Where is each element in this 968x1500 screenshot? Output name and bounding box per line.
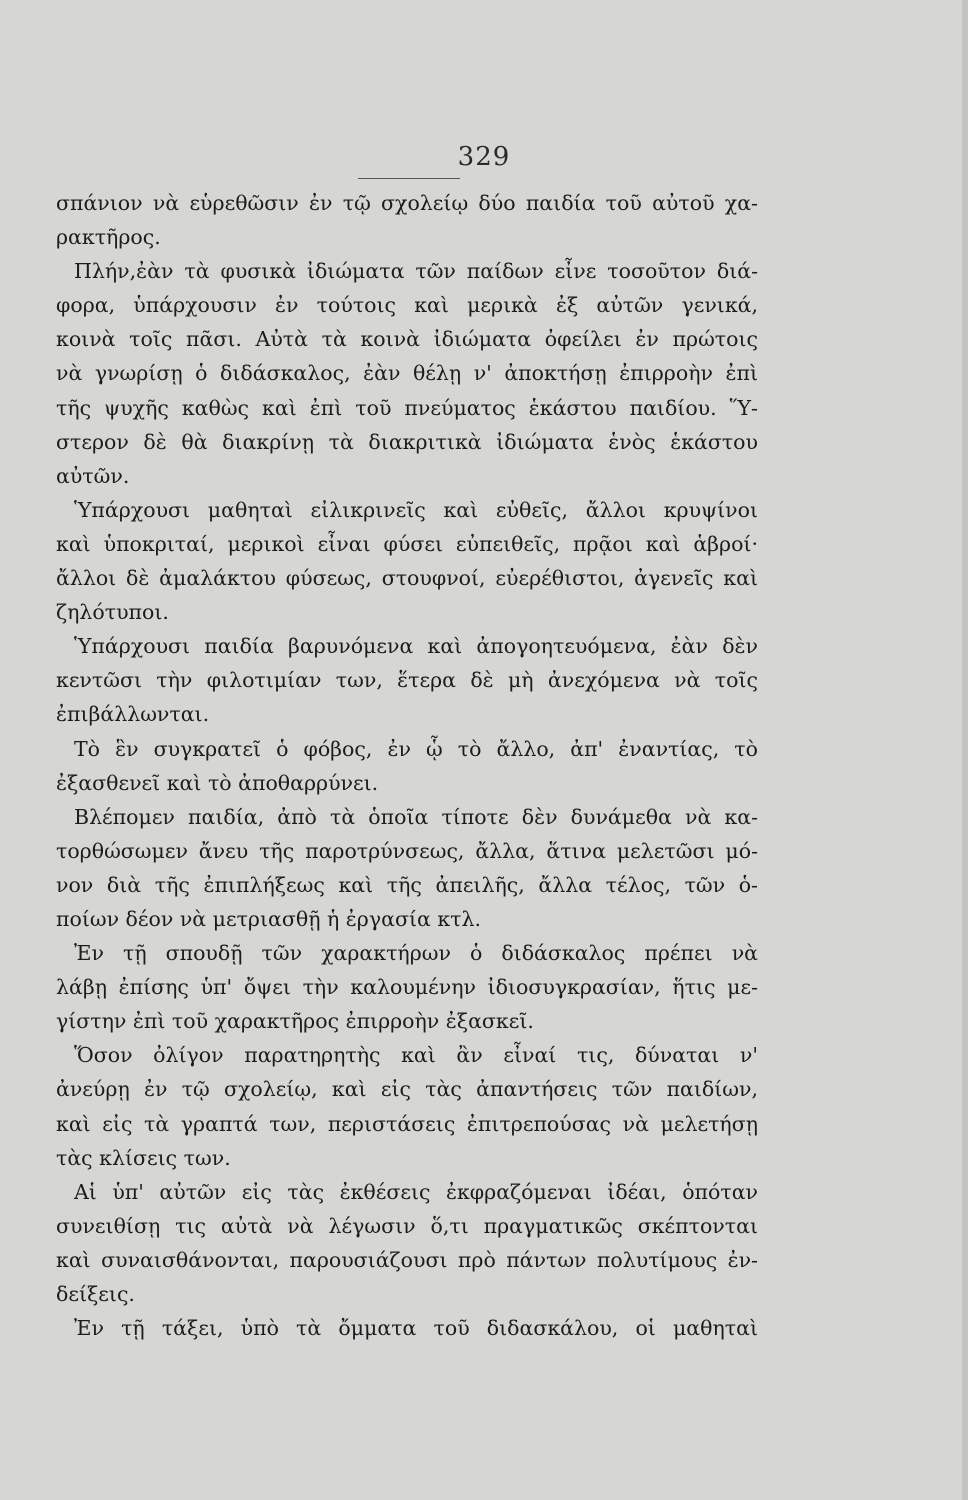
text-line: Αἱ ὑπ' αὐτῶν εἰς τὰς ἐκθέσεις ἐκφραζόμεναι ἰδέαι, ὁπόταν bbox=[74, 1179, 758, 1204]
text-line: νὰ γνωρίσῃ ὁ διδάσκαλος, ἐὰν θέλῃ ν' ἀποκτήσῃ ἐπιρροὴν ἐπὶ bbox=[56, 361, 758, 386]
page-number: 329 bbox=[457, 142, 511, 172]
text-line: τορθώσωμεν ἄνευ τῆς παροτρύνσεως, ἄλλα, ἅτινα μελετῶσι μό- bbox=[56, 838, 758, 863]
text-line: ἐξασθενεῖ καὶ τὸ ἀποθαρρύνει. bbox=[56, 770, 379, 795]
header-rule bbox=[358, 178, 460, 179]
text-line: Ὅσον ὀλίγον παρατηρητὴς καὶ ἂν εἶναί τις, δύναται ν' bbox=[74, 1043, 758, 1068]
text-line: δείξεις. bbox=[56, 1282, 135, 1306]
text-line: ἄλλοι δὲ ἀμαλάκτου φύσεως, στουφνοί, εὐερέθιστοι, ἀγενεῖς καὶ bbox=[56, 566, 758, 591]
text-line: Βλέπομεν παιδία, ἀπὸ τὰ ὁποῖα τίποτε δὲν δυνάμεθα νὰ κα- bbox=[74, 804, 758, 829]
text-line: Ἐν τῇ σπουδῇ τῶν χαρακτήρων ὁ διδάσκαλος πρέπει νὰ bbox=[74, 941, 758, 966]
text-line: καὶ συναισθάνονται, παρουσιάζουσι πρὸ πάντων πολυτίμους ἐν- bbox=[56, 1247, 758, 1272]
text-line: τῆς ψυχῆς καθὼς καὶ ἐπὶ τοῦ πνεύματος ἑκάστου παιδίου. Ὕ- bbox=[56, 395, 758, 420]
text-line: κοινὰ τοῖς πᾶσι. Αὐτὰ τὰ κοινὰ ἰδιώματα ὀφείλει ἐν πρώτοις bbox=[56, 327, 758, 352]
text-line: Ὑπάρχουσι παιδία βαρυνόμενα καὶ ἀπογοητευόμενα, ἐὰν δὲν bbox=[74, 634, 758, 659]
body-text bbox=[56, 186, 758, 1345]
text-line: Ὑπάρχουσι μαθηταὶ εἰλικρινεῖς καὶ εὐθεῖς, ἄλλοι κρυψίνοι bbox=[74, 497, 758, 522]
text-line: Ἐν τῇ τάξει, ὑπὸ τὰ ὄμματα τοῦ διδασκάλου, οἱ μαθηταὶ bbox=[74, 1316, 758, 1341]
text-line: στερον δὲ θὰ διακρίνῃ τὰ διακριτικὰ ἰδιώματα ἑνὸς ἑκάστου bbox=[56, 429, 758, 454]
text-line: ποίων δέον νὰ μετριασθῇ ἡ ἐργασία κτλ. bbox=[56, 906, 482, 931]
text-line: ἐπιβάλλωνται. bbox=[56, 702, 210, 727]
text-line: Τὸ ἓν συγκρατεῖ ὁ φόβος, ἐν ᾧ τὸ ἄλλο, ἀπ' ἐναντίας, τὸ bbox=[74, 736, 758, 761]
text-line: αὐτῶν. bbox=[56, 463, 130, 488]
text-line: ρακτῆρος. bbox=[56, 225, 161, 250]
text-line: ἀνεύρῃ ἐν τῷ σχολείῳ, καὶ εἰς τὰς ἀπαντήσεις τῶν παιδίων, bbox=[56, 1077, 758, 1102]
text-line: τὰς κλίσεις των. bbox=[56, 1145, 231, 1170]
text-line: σπάνιον νὰ εὑρεθῶσιν ἐν τῷ σχολείῳ δύο παιδία τοῦ αὐτοῦ χα- bbox=[56, 191, 758, 215]
page-edge-shadow bbox=[962, 0, 968, 1500]
text-line: συνειθίσῃ τις αὐτὰ νὰ λέγωσιν ὅ,τι πραγματικῶς σκέπτονται bbox=[56, 1213, 758, 1238]
text-line: νον διὰ τῆς ἐπιπλήξεως καὶ τῆς ἀπειλῆς, ἄλλα τέλος, τῶν ὁ- bbox=[56, 872, 758, 897]
text-line: φορα, ὑπάρχουσιν ἐν τούτοις καὶ μερικὰ ἐξ αὐτῶν γενικά, bbox=[56, 293, 758, 318]
text-line: Πλήν,ἐὰν τὰ φυσικὰ ἰδιώματα τῶν παίδων εἶνε τοσοῦτον διά- bbox=[74, 259, 758, 284]
text-line: καὶ εἰς τὰ γραπτά των, περιστάσεις ἐπιτρεπούσας νὰ μελετήσῃ bbox=[56, 1111, 758, 1136]
text-line: καὶ ὑποκριταί, μερικοὶ εἶναι φύσει εὐπειθεῖς, πρᾷοι καὶ ἁβροί· bbox=[56, 531, 758, 556]
text-line: κεντῶσι τὴν φιλοτιμίαν των, ἕτερα δὲ μὴ ἀνεχόμενα νὰ τοῖς bbox=[56, 668, 758, 693]
text-line: ζηλότυποι. bbox=[56, 600, 169, 625]
text-line: λάβῃ ἐπίσης ὑπ' ὄψει τὴν καλουμένην ἰδιοσυγκρασίαν, ἥτις με- bbox=[56, 975, 758, 1000]
text-line: γίστην ἐπὶ τοῦ χαρακτῆρος ἐπιρροὴν ἐξασκεῖ. bbox=[56, 1009, 534, 1034]
